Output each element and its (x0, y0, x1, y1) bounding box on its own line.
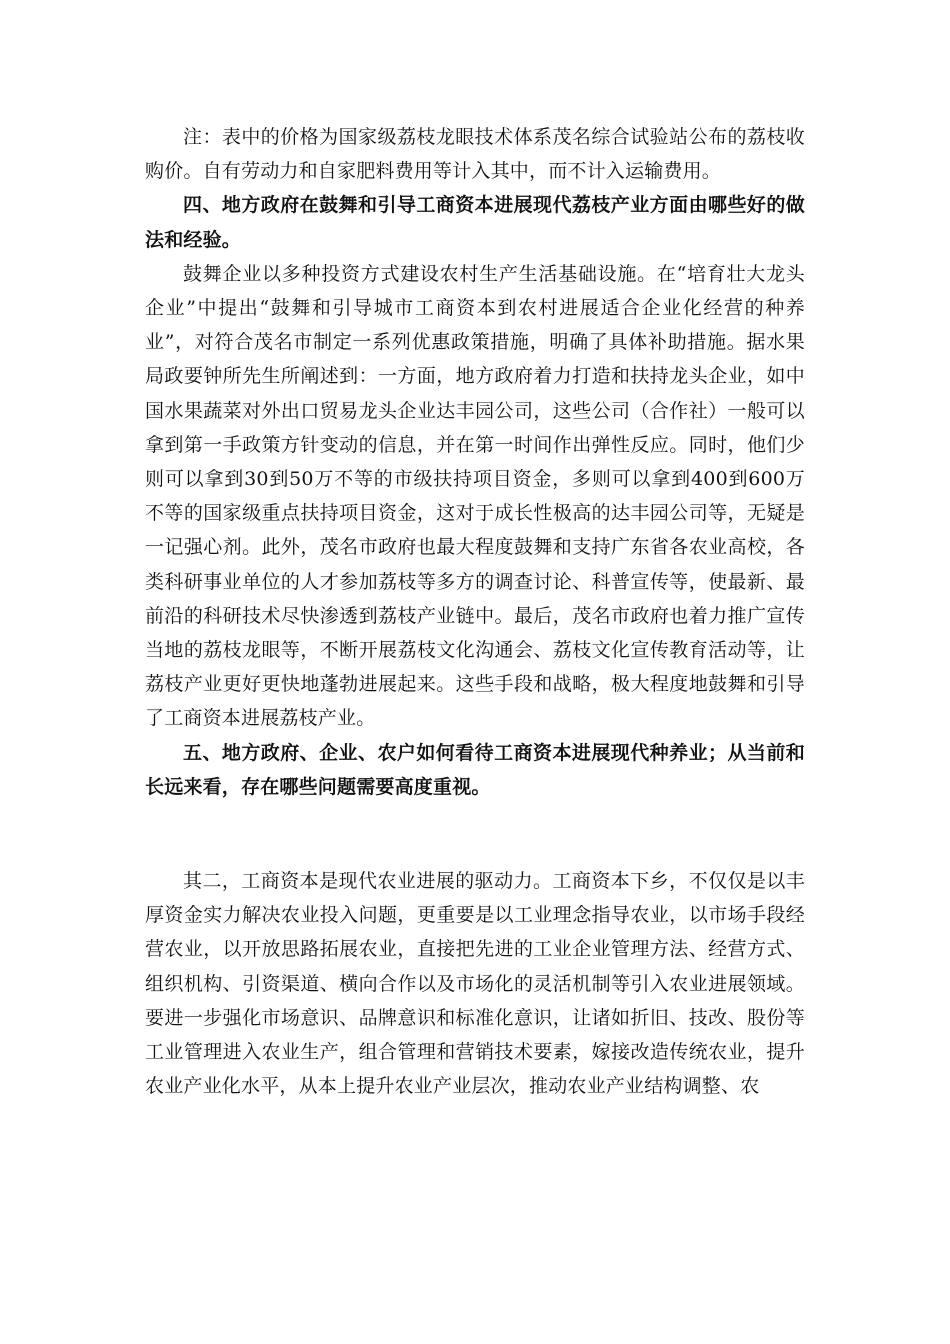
paragraph-gap (145, 804, 805, 864)
body-paragraph-1: 鼓舞企业以多种投资方式建设农村生产生活基础设施。在“培育壮大龙头企业”中提出“鼓舞和引导城市工商资本到农村进展适合企业化经营的种养业”，对符合茂名市制定一系列优惠政策措施，明确了具体补助措施。据水果局政要钟所先生所阐述到：一方面，地方政府着力打造和扶持龙头企业，如中国水果蔬菜对外出口贸易龙头企业达丰园公司，这些公司（合作社）一般可以拿到第一手政策方针变动的信息，并在第一时间作出弹性反应。同时，他们少则可以拿到30到50万不等的市级扶持项目资金，多则可以拿到400到600万不等的国家级重点扶持项目资金，这对于成长性极高的达丰园公司等，无疑是一记强心剂。此外，茂名市政府也最大程度鼓舞和支持广东省各农业高校，各类科研事业单位的人才参加荔枝等多方的调查讨论、科普宣传等，使最新、最前沿的科研技术尽快渗透到荔枝产业链中。最后，茂名市政府也着力推广宣传当地的荔枝龙眼等，不断开展荔枝文化沟通会、荔枝文化宣传教育活动等，让荔枝产业更好更快地蓬勃进展起来。这些手段和战略，极大程度地鼓舞和引导了工商资本进展荔枝产业。 (145, 262, 805, 730)
section-heading-5: 五、地方政府、企业、农户如何看待工商资本进展现代种养业；从当前和长远来看，存在哪些问题需要高度重视。 (145, 741, 805, 798)
document-page (145, 120, 805, 1103)
section-heading-4: 四、地方政府在鼓舞和引导工商资本进展现代荔枝产业方面由哪些好的做法和经验。 (145, 194, 805, 251)
body-paragraph-2: 其二，工商资本是现代农业进展的驱动力。工商资本下乡，不仅仅是以丰厚资金实力解决农业投入问题，更重要是以工业理念指导农业，以市场手段经营农业，以开放思路拓展农业，直接把先进的工业企业管理方法、经营方式、组织机构、引资渠道、横向合作以及市场化的灵活机制等引入农业进展领域。要进一步强化市场意识、品牌意识和标准化意识，让诸如折旧、技改、股份等工业管理进入农业生产，组合管理和营销技术要素，嫁接改造传统农业，提升农业产业化水平，从本上提升农业产业层次，推动农业产业结构调整、农 (145, 870, 805, 1098)
table-note-paragraph: 注：表中的价格为国家级荔枝龙眼技术体系茂名综合试验站公布的荔枝收购价。自有劳动力和自家肥料费用等计入其中，而不计入运输费用。 (145, 126, 805, 183)
